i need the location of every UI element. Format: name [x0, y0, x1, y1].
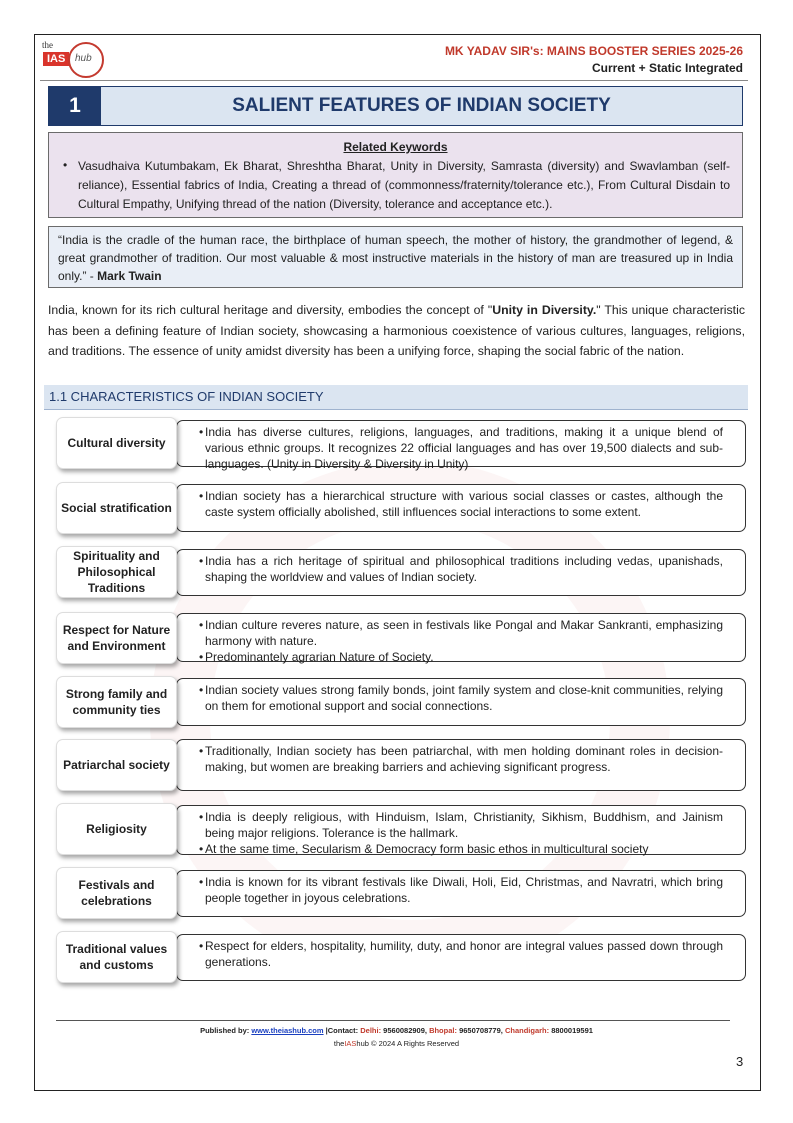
chapter-title: SALIENT FEATURES OF INDIAN SOCIETY — [232, 95, 611, 116]
characteristic-point: • India has diverse cultures, religions, languages, and traditions, making it a unique blend of various ethnic groups. It recognizes 22 official languages and has over 19,500 dialects and sub-languages. (Unity in Diversity & Diversity in Unity) — [205, 424, 723, 472]
characteristic-description — [176, 549, 746, 596]
chapter-title-bar — [48, 86, 743, 126]
characteristic-point: • Indian society values strong family bonds, joint family system and close-knit communities, relying on them for emotional support and social connections. — [205, 682, 723, 714]
characteristic-point: • India has a rich heritage of spiritual and philosophical traditions including vedas, upanishads, shaping the worldview and values of Indian society. — [205, 553, 723, 585]
footer-copyright — [0, 1039, 793, 1048]
footer-contact-label: |Contact: — [323, 1026, 361, 1035]
characteristic-label: Cultural diversity — [56, 417, 177, 469]
series-subtitle: Current + Static Integrated — [591, 61, 743, 75]
chapter-number: 1 — [49, 87, 101, 125]
footer-brand-rest: hub © 2024 A Rights Reserved — [356, 1039, 460, 1048]
footer-delhi-phone: 9560082909, — [381, 1026, 430, 1035]
footer-contact — [0, 1026, 793, 1035]
intro-paragraph — [48, 300, 745, 362]
footer-divider — [56, 1020, 730, 1021]
logo-the-text: the — [42, 40, 53, 50]
section-heading-bar — [44, 385, 748, 410]
series-title: MK YADAV SIR's: MAINS BOOSTER SERIES 2025-26 — [444, 44, 743, 58]
characteristic-label: Patriarchal society — [56, 739, 177, 791]
footer-brand-the: the — [333, 1039, 345, 1048]
characteristic-point: • Traditionally, Indian society has been patriarchal, with men holding dominant roles in decision-making, but women are breaking barriers and achieving significant progress. — [205, 743, 723, 775]
characteristic-description — [176, 934, 746, 981]
logo-hub-text: hub — [75, 53, 92, 64]
footer-chandigarh-phone: 8800019591 — [549, 1026, 593, 1035]
footer-website-link[interactable]: www.theiashub.com — [251, 1026, 324, 1035]
characteristic-label: Respect for Nature and Environment — [56, 612, 177, 664]
characteristic-label: Spirituality and Philosophical Traditions — [56, 546, 177, 598]
footer-bhopal-label: Bhopal: — [429, 1026, 457, 1035]
characteristic-description — [176, 678, 746, 726]
quote-box — [48, 226, 743, 288]
intro-bold: Unity in Diversity. — [492, 303, 597, 317]
footer-bhopal-phone: 9650708779, — [456, 1026, 505, 1035]
quote-text: “India is the cradle of the human race, the birthplace of human speech, the mother of history, the grandmother of legend, & great grandmother of tradition. Our most valuable & most instructive materials in the history of man are treasured up in India only.” - — [58, 233, 733, 283]
characteristic-point: • India is known for its vibrant festivals like Diwali, Holi, Eid, Christmas, and Navratri, which bring people together in joyous celebrations. — [205, 874, 723, 906]
characteristic-point: • Respect for elders, hospitality, humility, duty, and honor are integral values passed down through generations. — [205, 938, 723, 970]
characteristic-point: • Indian society has a hierarchical structure with various social classes or castes, although the caste system officially abolished, still influences social interactions to some extent. — [205, 488, 723, 520]
characteristic-point: • Predominantely agrarian Nature of Society. — [205, 649, 723, 665]
section-heading: 1.1 CHARACTERISTICS OF INDIAN SOCIETY — [49, 389, 324, 404]
keywords-heading: Related Keywords — [343, 140, 448, 154]
characteristic-description — [176, 613, 746, 662]
logo-ias-text: IAS — [43, 52, 69, 66]
theiashub-logo — [40, 40, 112, 80]
footer-published-by: Published by: — [200, 1026, 252, 1035]
page-number: 3 — [736, 1054, 744, 1069]
characteristic-description — [176, 805, 746, 855]
characteristic-point: • At the same time, Secularism & Democracy form basic ethos in multicultural society — [205, 841, 723, 857]
keywords-text: Vasudhaiva Kutumbakam, Ek Bharat, Shreshtha Bharat, Unity in Diversity, Samrasta (diversity) and Swavlamban (self-reliance), Essential fabrics of India, Creating a thread of (commonness/fraternity/tolerance etc.), From Cultural Disdain to Cultural Empathy, Unifying thread of the nation (Diversity, tolerance and acceptance etc.). — [78, 159, 730, 211]
intro-part1: India, known for its rich cultural heritage and diversity, embodies the concept of " — [48, 303, 493, 317]
characteristic-description — [176, 484, 746, 532]
characteristic-label: Social stratification — [56, 482, 177, 534]
characteristic-point: • India is deeply religious, with Hinduism, Islam, Christianity, Sikhism, Buddhism, and Jainism being major religions. Tolerance is the hallmark. — [205, 809, 723, 841]
footer-brand-ias: IAS — [344, 1039, 357, 1048]
keywords-bullet: • — [63, 158, 68, 172]
characteristic-label: Festivals and celebrations — [56, 867, 177, 919]
keywords-list — [63, 157, 730, 214]
related-keywords-box — [48, 132, 743, 218]
characteristic-description — [176, 739, 746, 791]
footer-chandigarh-label: Chandigarh: — [504, 1026, 550, 1035]
characteristic-description — [176, 870, 746, 917]
characteristic-point: • Indian culture reveres nature, as seen in festivals like Pongal and Makar Sankranti, emphasizing harmony with nature. — [205, 617, 723, 649]
quote-author: Mark Twain — [97, 269, 162, 283]
characteristic-label: Religiosity — [56, 803, 177, 855]
characteristic-description — [176, 420, 746, 471]
intro-part2: " This unique characteristic has been a defining feature of Indian society, showcasing a harmonious coexistence of various cultures, languages, religions, and traditions. The essence of unity amidst diversity has been a unifying force, shaping the social fabric of the nation. — [48, 303, 745, 358]
characteristic-label: Traditional values and customs — [56, 931, 177, 983]
characteristic-label: Strong family and community ties — [56, 676, 177, 728]
header-divider — [40, 80, 748, 81]
footer-delhi-label: Delhi: — [360, 1026, 382, 1035]
